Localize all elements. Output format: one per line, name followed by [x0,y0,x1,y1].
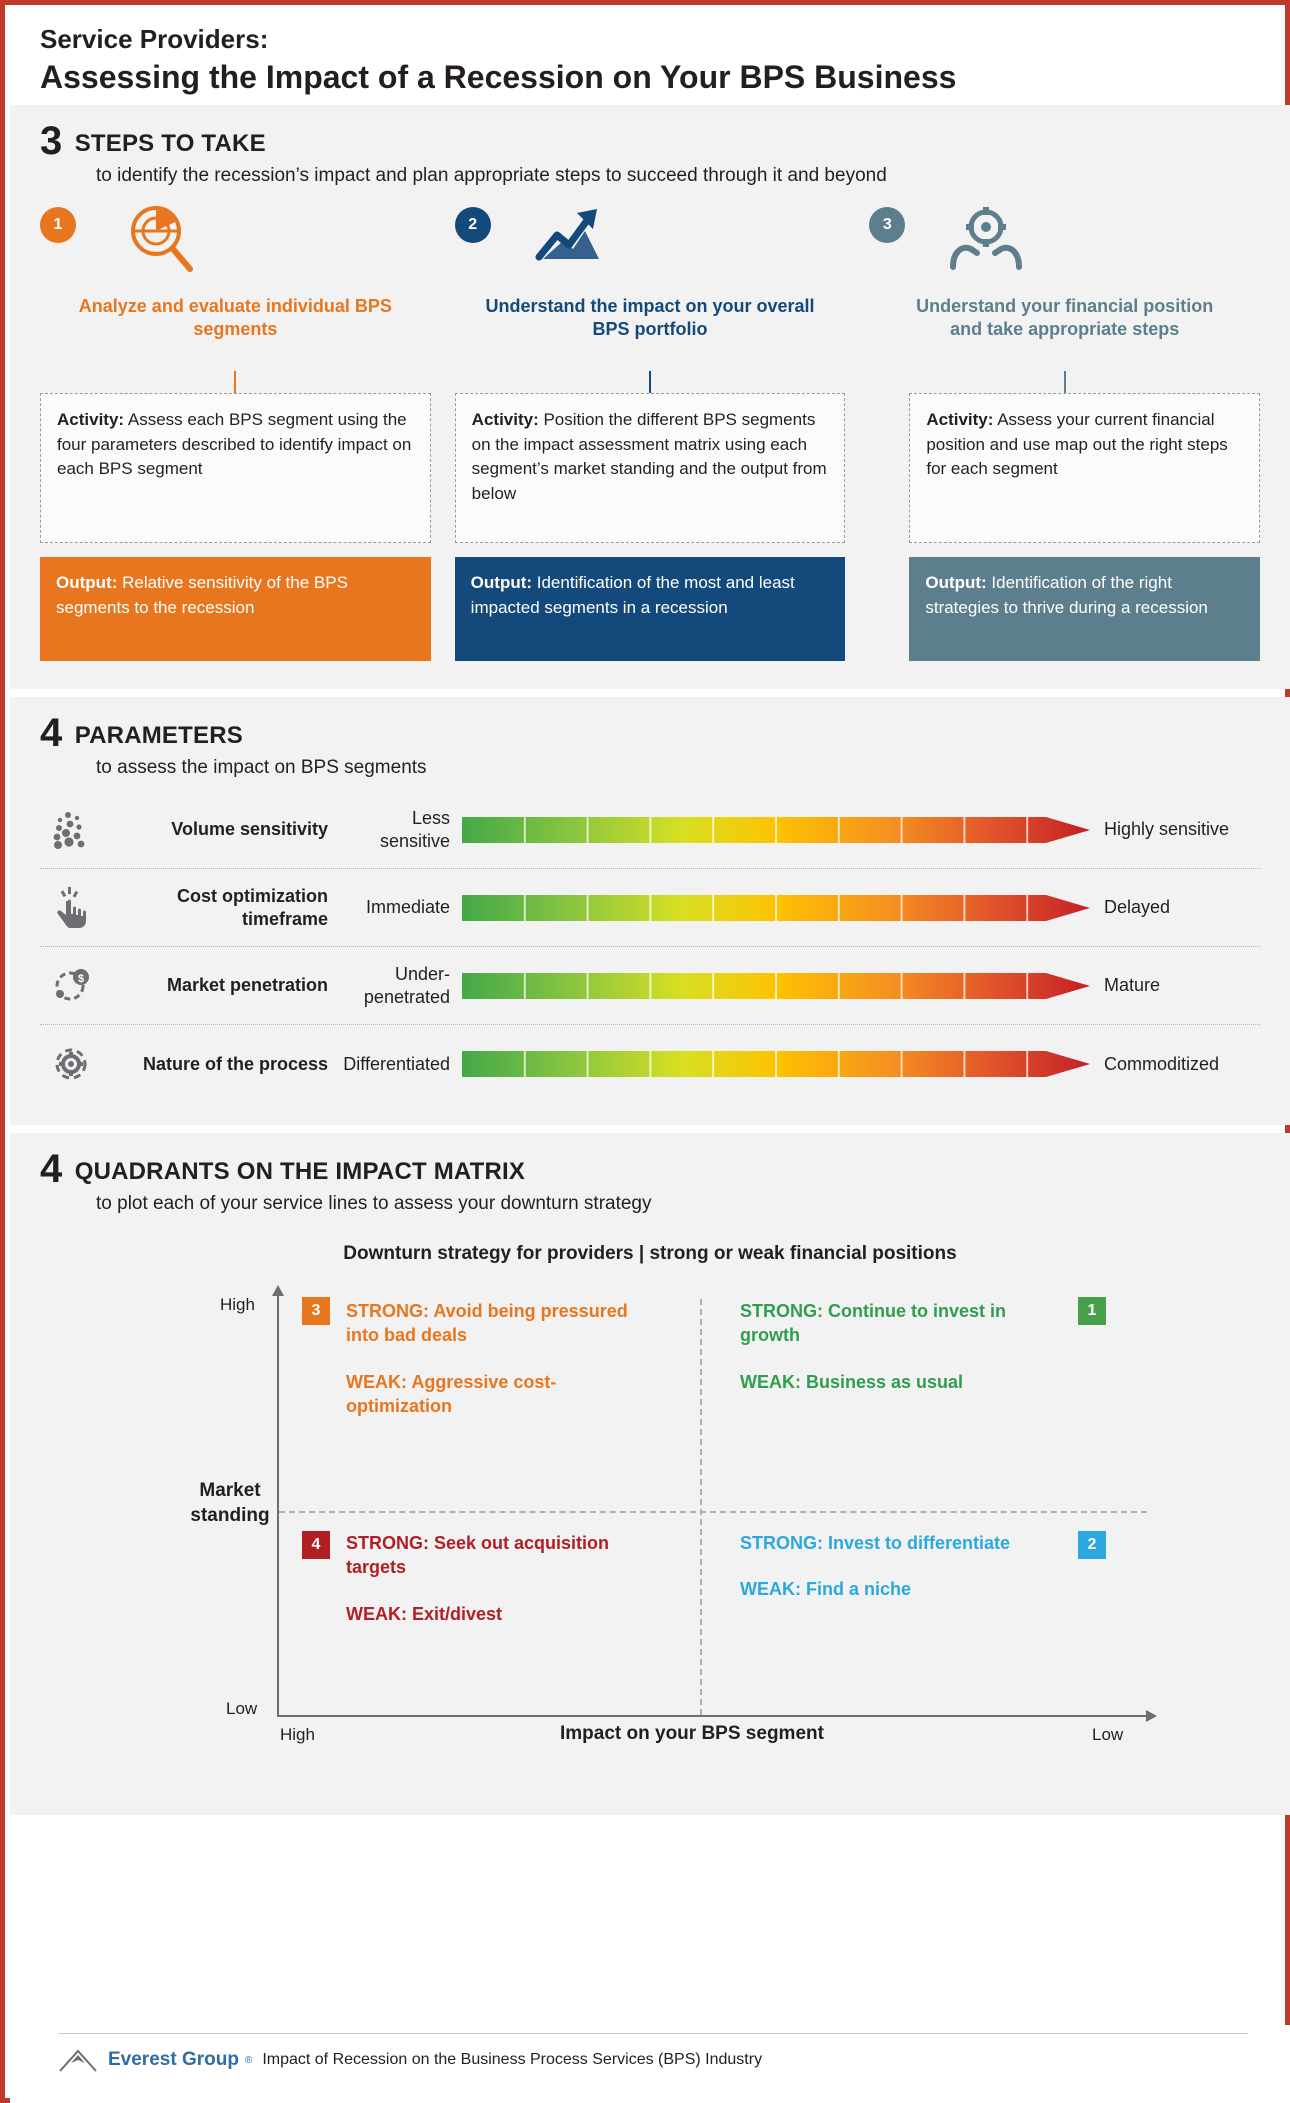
parameter-row [40,1025,1260,1103]
parameter-label: Volume sensitivity [171,819,328,840]
mountain-icon [58,2047,102,2073]
output-label-2: Output: [470,573,533,593]
quadrant-1-strong: STRONG: Continue to invest in growth [740,1301,1006,1346]
step-card-2 [455,201,846,661]
quadrant-number-1: 1 [1078,1297,1106,1325]
parameter-left-label: Under-penetrated [363,964,450,1007]
parameter-gradient-bar [462,1051,1090,1077]
step-badge-1: 1 [40,207,76,243]
y-axis-low-label: Low [226,1699,258,1719]
quadrant-number-4: 4 [302,1531,330,1559]
output-text-1: Relative sensitivity of the BPS segments to the recession [56,573,348,617]
parameter-left-label: Immediate [365,897,450,918]
quadrant-text-4 [346,1531,666,1626]
quadrant-3-weak: WEAK: Aggressive cost-optimization [346,1371,557,1417]
step-connector-3 [1064,371,1066,393]
activity-label-2: Activity: [471,410,539,430]
step-activity-2 [455,393,846,543]
output-label-3: Output: [925,573,987,593]
footer [10,2025,1290,2103]
step-activity-3 [909,393,1260,543]
parameter-right-label: Commoditized [1104,1053,1220,1074]
quadrants-section-header [10,1133,1290,1215]
page-title [10,10,1290,105]
step-card-1 [40,201,431,661]
parameter-left-label: Differentiated [343,1053,450,1074]
impact-matrix [40,1279,1260,1749]
x-axis-label: Impact on your BPS segment [560,1723,824,1745]
output-text-2: Identification of the most and least impacted segments in a recession [470,573,795,617]
parameters-section-subtitle: to assess the impact on BPS segments [96,757,427,779]
quadrant-4-strong: STRONG: Seek out acquisition targets [346,1533,610,1578]
quadrant-text-1 [740,1299,1040,1394]
parameter-row [40,947,1260,1025]
quadrant-text-3 [346,1299,646,1418]
steps-section-subtitle: to identify the recession’s impact and plan appropriate steps to succeed through it and beyond [96,165,887,187]
quadrant-1-weak: WEAK: Business as usual [740,1371,964,1392]
parameter-gradient-bar [462,973,1090,999]
quadrant-text-2 [740,1531,1040,1602]
quadrants-section-title: QUADRANTS ON THE IMPACT MATRIX [74,1158,526,1186]
quadrants-section-number: 4 [40,1147,63,1192]
parameters-section [10,697,1290,1125]
step-heading-3: Understand your financial position and take appropriate steps [916,296,1214,340]
matrix-title: Downturn strategy for providers | strong or weak financial positions [343,1243,957,1265]
title-line-1: Service Providers: [40,24,269,54]
parameter-label: Cost optimization timeframe [177,886,328,929]
quadrants-section [10,1133,1290,1815]
step-output-3 [909,557,1260,661]
output-text-3: Identification of the right strategies to thrive during a recession [925,573,1208,617]
x-axis-high-label: High [280,1725,315,1745]
step-heading-1: Analyze and evaluate individual BPS segments [78,296,392,340]
parameter-left-label: Less sensitive [379,808,450,851]
parameter-label: Nature of the process [142,1053,328,1074]
logo-name: Everest Group [108,2049,239,2070]
x-axis [277,1715,1147,1717]
hands-gear-icon [943,201,1029,277]
step-output-2 [455,557,846,661]
logo-trademark: ® [244,2054,253,2066]
y-axis-high-label: High [220,1295,255,1315]
dollar-cycle-icon [40,963,106,1009]
parameters-section-header [10,697,1290,779]
hand-click-icon [40,885,106,931]
svg-text:$: $ [77,972,85,985]
bubbles-icon [40,807,106,853]
footer-text: Impact of Recession on the Business Process Services (BPS) Industry [262,2051,763,2068]
step-connector-2 [649,371,651,393]
parameter-gradient-bar [462,817,1090,843]
footer-divider [58,2033,1248,2034]
step-badge-2: 2 [455,207,491,243]
parameter-row [40,869,1260,947]
parameters-section-title: PARAMETERS [74,722,243,750]
activity-label-1: Activity: [57,410,125,430]
step-output-1 [40,557,431,661]
output-label-1: Output: [56,573,118,593]
parameters-section-number: 4 [40,711,63,756]
parameter-right-label: Mature [1104,975,1161,996]
x-axis-low-label: Low [1092,1725,1124,1745]
step-badge-3: 3 [869,207,905,243]
quadrant-2-weak: WEAK: Find a niche [740,1579,911,1600]
quadrant-number-2: 2 [1078,1531,1106,1559]
parameter-right-label: Delayed [1104,897,1171,918]
gear-cycle-icon [40,1041,106,1087]
y-axis-label: Market standing [190,1480,270,1526]
steps-section-header [10,105,1290,187]
step-heading-2: Understand the impact on your overall BPS portfolio [485,296,815,340]
activity-label-3: Activity: [926,410,994,430]
everest-group-logo [58,2047,252,2073]
quadrants-section-subtitle: to plot each of your service lines to assess your downturn strategy [96,1193,652,1215]
step-connector-1 [234,371,236,393]
activity-text-1: Assess each BPS segment using the four parameters described to identify impact on each BPS segment [57,410,412,479]
step-card-3 [869,201,1260,661]
quadrant-4-weak: WEAK: Exit/divest [346,1603,503,1624]
activity-text-2: Position the different BPS segments on the impact assessment matrix using each segment’s market standing and the output from below [471,410,827,504]
parameter-gradient-bar [462,895,1090,921]
chart-arrow-up-icon [529,201,615,277]
steps-section-title: STEPS TO TAKE [74,130,266,158]
quadrant-number-3: 3 [302,1297,330,1325]
magnifier-pie-chart-icon [114,201,200,277]
divider-vertical [700,1299,702,1715]
step-activity-1 [40,393,431,543]
steps-section [10,105,1290,689]
parameter-row [40,791,1260,869]
steps-section-number: 3 [40,119,63,164]
title-line-2: Assessing the Impact of a Recession on Your BPS Business [40,59,957,96]
quadrant-3-strong: STRONG: Avoid being pressured into bad deals [346,1301,628,1346]
divider-horizontal [279,1511,1147,1513]
quadrant-2-strong: STRONG: Invest to differentiate [740,1533,1011,1554]
parameter-right-label: Highly sensitive [1104,819,1230,840]
parameter-label: Market penetration [166,975,328,996]
activity-text-3: Assess your current financial position and use map out the right steps for each segment [926,410,1228,479]
